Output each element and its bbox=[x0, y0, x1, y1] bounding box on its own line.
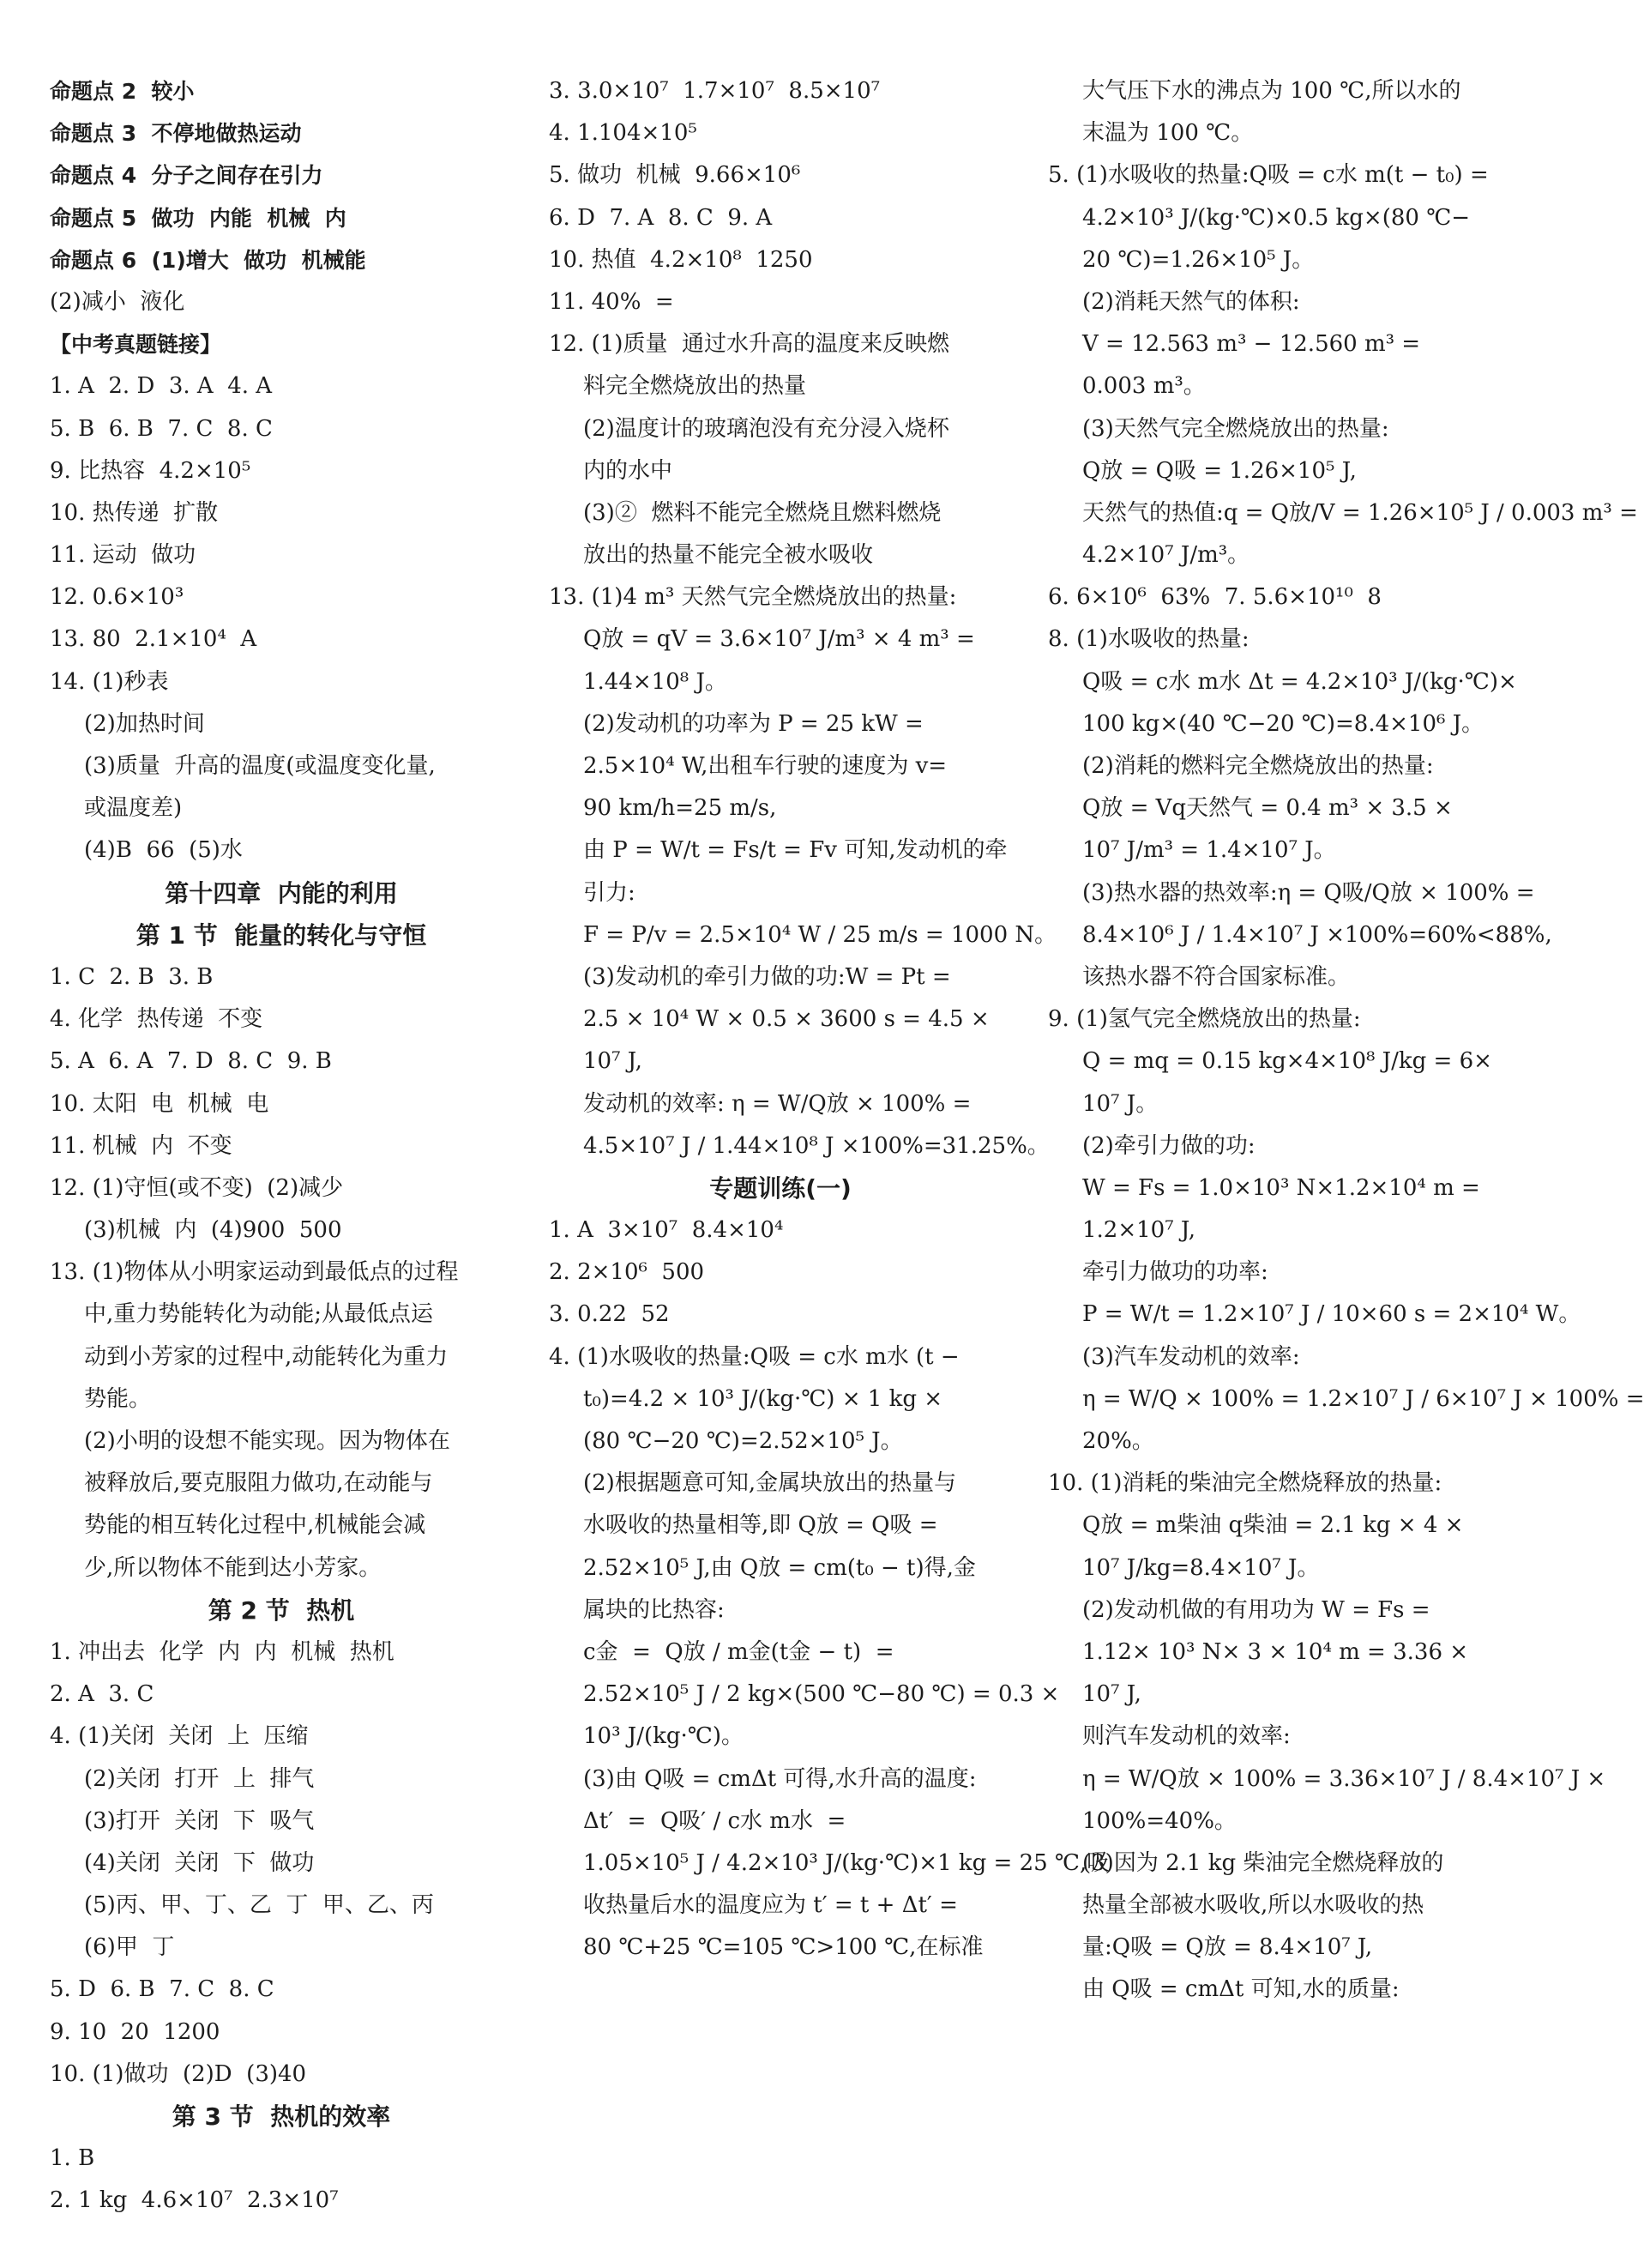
answer-line: 14. (1)秒表 bbox=[50, 668, 169, 695]
answer-line: (2)发动机做的有用功为 W = Fs = bbox=[1082, 1596, 1430, 1623]
answer-line: 10. (1)消耗的柴油完全燃烧释放的热量: bbox=[1048, 1470, 1442, 1497]
section-heading: 专题训练(一) bbox=[709, 1173, 852, 1203]
answer-line: 被释放后,要克服阻力做功,在动能与 bbox=[84, 1470, 433, 1497]
answer-line: Q放 = qV = 3.6×10⁷ J/m³ × 4 m³ = bbox=[583, 626, 975, 653]
answer-line: 9. (1)氢气完全燃烧放出的热量: bbox=[1048, 1006, 1361, 1033]
answer-line: 内的水中 bbox=[583, 457, 673, 484]
answer-line: 10. 热传递 扩散 bbox=[50, 499, 219, 526]
answer-line: 5. B 6. B 7. C 8. C bbox=[50, 415, 273, 442]
answer-line: 2.52×10⁵ J,由 Q放 = cm(t₀ − t)得,金 bbox=[583, 1554, 976, 1581]
answer-line: 2.5×10⁴ W,出租车行驶的速度为 v= bbox=[583, 753, 948, 779]
answer-line: 10. 太阳 电 机械 电 bbox=[50, 1090, 269, 1117]
answer-line: 少,所以物体不能到达小芳家。 bbox=[84, 1554, 382, 1581]
answer-line: (3)发动机的牵引力做的功:W = Pt = bbox=[583, 963, 951, 990]
answer-line: 1. C 2. B 3. B bbox=[50, 963, 214, 990]
answer-line: V = 12.563 m³ − 12.560 m³ = bbox=[1082, 331, 1421, 358]
answer-line: (5)丙、甲、丁、乙 丁 甲、乙、丙 bbox=[84, 1892, 434, 1919]
answer-line: 0.003 m³。 bbox=[1082, 373, 1206, 400]
answer-line: 4.2×10³ J/(kg·℃)×0.5 kg×(80 ℃− bbox=[1082, 204, 1471, 231]
answer-line: 4.2×10⁷ J/m³。 bbox=[1082, 542, 1250, 569]
answer-line: 12. (1)质量 通过水升高的温度来反映燃 bbox=[549, 331, 949, 358]
answer-line: (2)减小 液化 bbox=[50, 288, 185, 315]
answer-line: 命题点 3 不停地做热运动 bbox=[50, 121, 302, 147]
answer-line: 1.12× 10³ N× 3 × 10⁴ m = 3.36 × bbox=[1082, 1638, 1469, 1665]
answer-line: 势能的相互转化过程中,机械能会减 bbox=[84, 1512, 426, 1539]
answer-line: 发动机的效率: η = W/Q放 × 100% = bbox=[583, 1090, 972, 1117]
answer-line: (3)质量 升高的温度(或温度变化量, bbox=[84, 753, 436, 779]
answer-line: 5. A 6. A 7. D 8. C 9. B bbox=[50, 1048, 332, 1075]
answer-line: (2)发动机的功率为 P = 25 kW = bbox=[583, 710, 924, 737]
answer-line: 1.2×10⁷ J, bbox=[1082, 1217, 1196, 1244]
answer-line: 20 ℃)=1.26×10⁵ J。 bbox=[1082, 246, 1315, 273]
answer-line: η = W/Q × 100% = 1.2×10⁷ J / 6×10⁷ J × 100% = bbox=[1082, 1385, 1644, 1412]
answer-line: 1.05×10⁵ J / 4.2×10³ J/(kg·℃)×1 kg = 25 ℃,吸 bbox=[583, 1849, 1110, 1876]
answer-line: 牵引力做功的功率: bbox=[1082, 1259, 1268, 1286]
answer-line: (3)汽车发动机的效率: bbox=[1082, 1343, 1300, 1370]
section-heading: 第十四章 内能的利用 bbox=[165, 878, 398, 908]
answer-line: 末温为 100 ℃。 bbox=[1082, 120, 1254, 147]
answer-line: Q放 = m柴油 q柴油 = 2.1 kg × 4 × bbox=[1082, 1512, 1464, 1539]
answer-line: Q吸 = c水 m水 Δt = 4.2×10³ J/(kg·℃)× bbox=[1082, 668, 1517, 695]
answer-line: 13. (1)4 m³ 天然气完全燃烧放出的热量: bbox=[549, 584, 957, 611]
answer-line: 4. (1)关闭 关闭 上 压缩 bbox=[50, 1723, 309, 1750]
answer-line: 12. (1)守恒(或不变) (2)减少 bbox=[50, 1174, 344, 1201]
answer-line: P = W/t = 1.2×10⁷ J / 10×60 s = 2×10⁴ W。 bbox=[1082, 1301, 1581, 1328]
answer-line: (3)天然气完全燃烧放出的热量: bbox=[1082, 415, 1389, 442]
answer-line: (2)温度计的玻璃泡没有充分浸入烧杯 bbox=[583, 415, 949, 442]
answer-line: (3)打开 关闭 下 吸气 bbox=[84, 1807, 315, 1834]
answer-line: 10⁷ J, bbox=[1082, 1681, 1141, 1708]
answer-line: (3)热水器的热效率:η = Q吸/Q放 × 100% = bbox=[1082, 879, 1535, 906]
answer-line: 9. 10 20 1200 bbox=[50, 2018, 220, 2045]
answer-line: (6)甲 丁 bbox=[84, 1934, 175, 1961]
answer-line: 4.5×10⁷ J / 1.44×10⁸ J ×100%=31.25%。 bbox=[583, 1132, 1050, 1159]
section-heading: 第 2 节 热机 bbox=[208, 1595, 355, 1625]
answer-line: 13. 80 2.1×10⁴ A bbox=[50, 626, 257, 653]
answer-line: 由 Q吸 = cmΔt 可知,水的质量: bbox=[1082, 1976, 1400, 2003]
answer-line: η = W/Q放 × 100% = 3.36×10⁷ J / 8.4×10⁷ J × bbox=[1082, 1765, 1606, 1792]
section-heading: 第 3 节 热机的效率 bbox=[172, 2102, 391, 2131]
answer-line: (4)B 66 (5)水 bbox=[84, 837, 243, 864]
answer-line: 9. 比热容 4.2×10⁵ bbox=[50, 457, 251, 484]
answer-line: 1. 冲出去 化学 内 内 机械 热机 bbox=[50, 1638, 394, 1665]
answer-line: (3)因为 2.1 kg 柴油完全燃烧释放的 bbox=[1082, 1849, 1444, 1876]
answer-line: c金 = Q放 / m金(t金 − t) = bbox=[583, 1638, 894, 1665]
answer-line: 1. A 2. D 3. A 4. A bbox=[50, 373, 273, 400]
answer-line: 1. B bbox=[50, 2145, 95, 2172]
answer-line: 属块的比热容: bbox=[583, 1596, 725, 1623]
answer-line: 5. (1)水吸收的热量:Q吸 = c水 m(t − t₀) = bbox=[1048, 162, 1489, 189]
answer-line: 料完全燃烧放出的热量 bbox=[583, 373, 807, 400]
answer-line: (2)关闭 打开 上 排气 bbox=[84, 1765, 315, 1792]
answer-line: 10⁷ J/m³ = 1.4×10⁷ J。 bbox=[1082, 837, 1336, 864]
answer-line: 或温度差) bbox=[84, 795, 183, 822]
answer-line: (2)加热时间 bbox=[84, 710, 205, 737]
answer-line: 8.4×10⁶ J / 1.4×10⁷ J ×100%=60%<88%, bbox=[1082, 921, 1552, 948]
answer-line: 大气压下水的沸点为 100 ℃,所以水的 bbox=[1082, 78, 1461, 104]
answer-line: 8. (1)水吸收的热量: bbox=[1048, 626, 1250, 653]
answer-line: 命题点 4 分子之间存在引力 bbox=[50, 163, 323, 189]
answer-line: 放出的热量不能完全被水吸收 bbox=[583, 542, 874, 569]
answer-line: (2)消耗的燃料完全燃烧放出的热量: bbox=[1082, 753, 1434, 779]
answer-line: 动到小芳家的过程中,动能转化为重力 bbox=[84, 1343, 449, 1370]
answer-line: (2)牵引力做的功: bbox=[1082, 1132, 1256, 1159]
answer-line: 热量全部被水吸收,所以水吸收的热 bbox=[1082, 1892, 1424, 1919]
answer-line: Q放 = Vq天然气 = 0.4 m³ × 3.5 × bbox=[1082, 795, 1453, 822]
answer-line: 量:Q吸 = Q放 = 8.4×10⁷ J, bbox=[1082, 1934, 1373, 1961]
answer-line: (2)根据题意可知,金属块放出的热量与 bbox=[583, 1470, 957, 1497]
answer-column-right bbox=[1048, 70, 1644, 2012]
answer-line: 势能。 bbox=[84, 1385, 152, 1412]
answer-line: 1. A 3×10⁷ 8.4×10⁴ bbox=[549, 1217, 784, 1244]
answer-line: 命题点 6 (1)增大 做功 机械能 bbox=[50, 247, 366, 273]
answer-line: 80 ℃+25 ℃=105 ℃>100 ℃,在标准 bbox=[583, 1934, 984, 1961]
answer-line: t₀)=4.2 × 10³ J/(kg·℃) × 1 kg × bbox=[583, 1385, 943, 1412]
answer-line: 2.52×10⁵ J / 2 kg×(500 ℃−80 ℃) = 0.3 × bbox=[583, 1681, 1060, 1708]
answer-line: 10⁷ J, bbox=[583, 1048, 642, 1075]
answer-line: (3)② 燃料不能完全燃烧且燃料燃烧 bbox=[583, 499, 942, 526]
answer-line: 1.44×10⁸ J。 bbox=[583, 668, 727, 695]
answer-line: 该热水器不符合国家标准。 bbox=[1082, 963, 1351, 990]
answer-line: 5. D 6. B 7. C 8. C bbox=[50, 1976, 274, 2003]
answer-line: 11. 运动 做功 bbox=[50, 542, 196, 569]
answer-line: 2. 2×10⁶ 500 bbox=[549, 1259, 705, 1286]
answer-line: 2. 1 kg 4.6×10⁷ 2.3×10⁷ bbox=[50, 2187, 339, 2214]
answer-line: (3)机械 内 (4)900 500 bbox=[84, 1217, 342, 1244]
answer-line: F = P/v = 2.5×10⁴ W / 25 m/s = 1000 N。 bbox=[583, 921, 1057, 948]
answer-line: 命题点 5 做功 内能 机械 内 bbox=[50, 205, 346, 231]
answer-line: 4. 1.104×10⁵ bbox=[549, 120, 697, 147]
answer-line: 13. (1)物体从小明家运动到最低点的过程 bbox=[50, 1259, 459, 1286]
answer-column-middle bbox=[549, 70, 1110, 1969]
answer-line: 则汽车发动机的效率: bbox=[1082, 1723, 1291, 1750]
answer-line: 2. A 3. C bbox=[50, 1681, 154, 1708]
answer-line: 11. 40% = bbox=[549, 288, 674, 315]
answer-line: (3)由 Q吸 = cmΔt 可得,水升高的温度: bbox=[583, 1765, 977, 1792]
answer-line: 5. 做功 机械 9.66×10⁶ bbox=[549, 162, 801, 189]
answer-line: 水吸收的热量相等,即 Q放 = Q吸 = bbox=[583, 1512, 938, 1539]
answer-line: 天然气的热值:q = Q放/V = 1.26×10⁵ J / 0.003 m³ = bbox=[1082, 499, 1638, 526]
answer-line: 3. 0.22 52 bbox=[549, 1301, 670, 1328]
answer-line: (2)小明的设想不能实现。因为物体在 bbox=[84, 1428, 450, 1454]
answer-line: 【中考真题链接】 bbox=[50, 332, 222, 358]
answer-line: Q放 = Q吸 = 1.26×10⁵ J, bbox=[1082, 457, 1357, 484]
answer-line: 100%=40%。 bbox=[1082, 1807, 1237, 1834]
answer-line: 4. 化学 热传递 不变 bbox=[50, 1006, 263, 1033]
answer-line: (2)消耗天然气的体积: bbox=[1082, 288, 1300, 315]
answer-line: W = Fs = 1.0×10³ N×1.2×10⁴ m = bbox=[1082, 1174, 1480, 1201]
answer-line: 10. (1)做功 (2)D (3)40 bbox=[50, 2060, 307, 2087]
answer-line: 中,重力势能转化为动能;从最低点运 bbox=[84, 1301, 434, 1328]
answer-line: 90 km/h=25 m/s, bbox=[583, 795, 777, 822]
answer-line: 由 P = W/t = Fs/t = Fv 可知,发动机的牵 bbox=[583, 837, 1008, 864]
answer-column-left bbox=[50, 70, 513, 2223]
answer-line: 10. 热值 4.2×10⁸ 1250 bbox=[549, 246, 813, 273]
answer-line: 收热量后水的温度应为 t′ = t + Δt′ = bbox=[583, 1892, 958, 1919]
answer-line: 12. 0.6×10³ bbox=[50, 584, 184, 611]
answer-line: 10³ J/(kg·℃)。 bbox=[583, 1723, 744, 1750]
answer-line: 4. (1)水吸收的热量:Q吸 = c水 m水 (t − bbox=[549, 1343, 960, 1370]
answer-line: 10⁷ J/kg=8.4×10⁷ J。 bbox=[1082, 1554, 1320, 1581]
answer-line: (80 ℃−20 ℃)=2.52×10⁵ J。 bbox=[583, 1428, 903, 1454]
answer-line: 11. 机械 内 不变 bbox=[50, 1132, 232, 1159]
answer-line: (4)关闭 关闭 下 做功 bbox=[84, 1849, 315, 1876]
answer-line: 6. 6×10⁶ 63% 7. 5.6×10¹⁰ 8 bbox=[1048, 584, 1382, 611]
answer-line: Δt′ = Q吸′ / c水 m水 = bbox=[583, 1807, 846, 1834]
answer-line: 2.5 × 10⁴ W × 0.5 × 3600 s = 4.5 × bbox=[583, 1006, 990, 1033]
answer-line: 3. 3.0×10⁷ 1.7×10⁷ 8.5×10⁷ bbox=[549, 78, 881, 104]
answer-line: 6. D 7. A 8. C 9. A bbox=[549, 204, 773, 231]
section-heading: 第 1 节 能量的转化与守恒 bbox=[135, 920, 427, 950]
answer-line: 20%。 bbox=[1082, 1428, 1154, 1454]
answer-line: Q = mq = 0.15 kg×4×10⁸ J/kg = 6× bbox=[1082, 1048, 1492, 1075]
answer-line: 命题点 2 较小 bbox=[50, 79, 195, 104]
answer-line: 10⁷ J。 bbox=[1082, 1090, 1159, 1117]
answer-line: 100 kg×(40 ℃−20 ℃)=8.4×10⁶ J。 bbox=[1082, 710, 1484, 737]
answer-line: 引力: bbox=[583, 879, 635, 906]
